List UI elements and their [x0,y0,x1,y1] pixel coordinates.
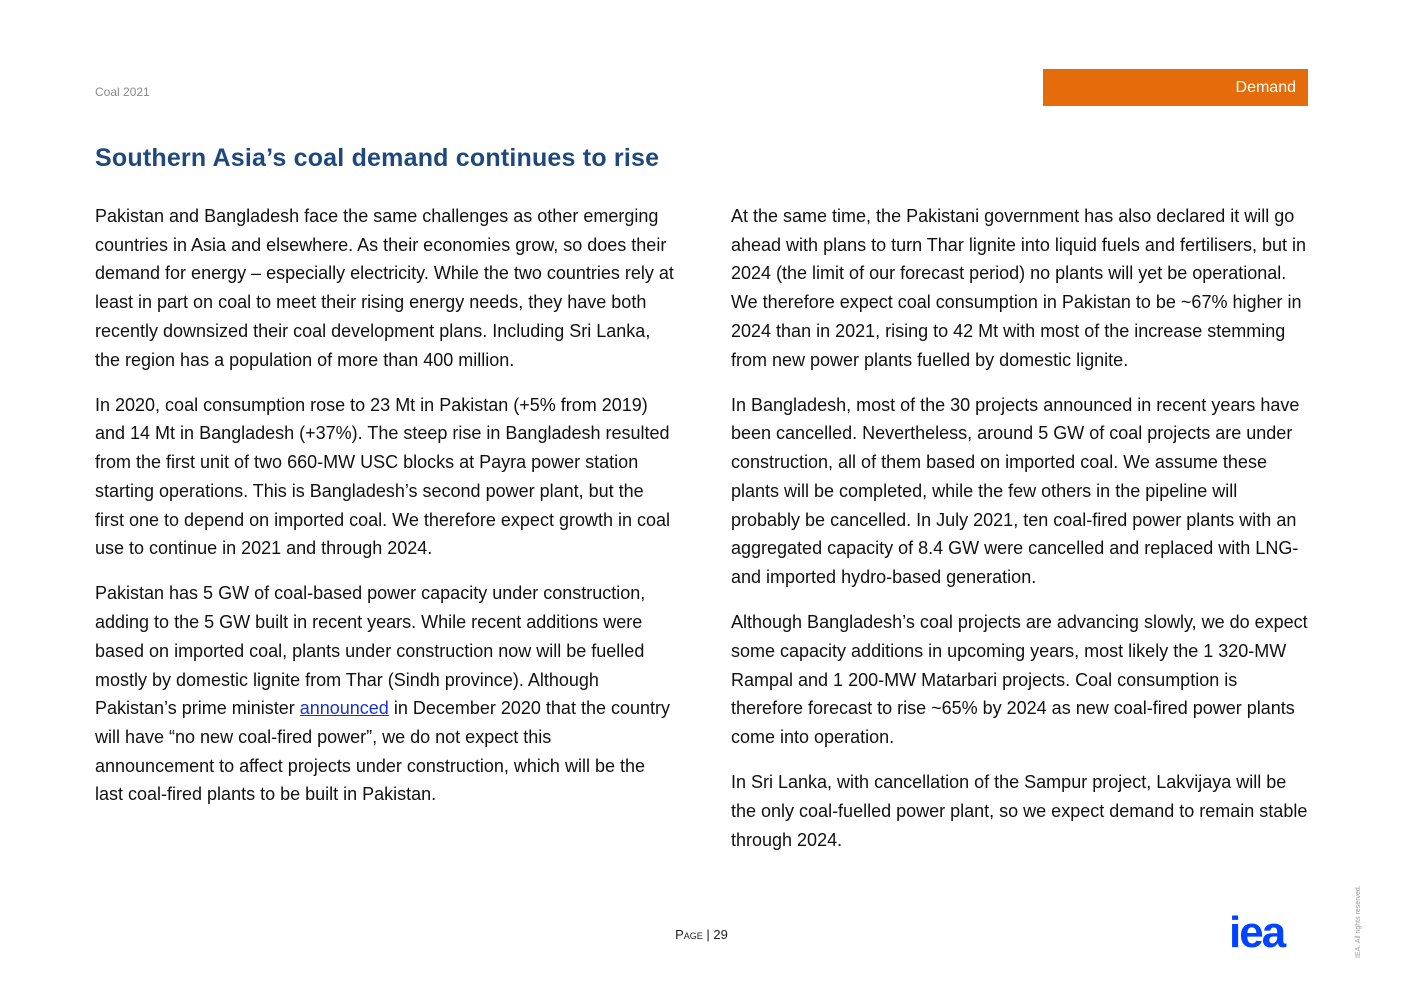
paragraph: In Bangladesh, most of the 30 projects announced in recent years have been cancelled. Nevertheless, around 5 GW of coal projects are under construction, all of them based on imported coal. We assume these plants will be completed, while the few others in the pipeline will probably be cancelled. In July 2021, ten coal-fired power plants with an aggregated capacity of 8.4 GW were cancelled and replaced with LNG- and imported hydro-based generation. [731,394,1300,587]
rights-notice: IEA. All rights reserved. [1355,885,1362,958]
iea-logo-icon [1229,913,1311,955]
report-label: Coal 2021 [95,85,150,99]
paragraph-text: Pakistan has 5 GW of coal-based power capacity under construction, adding to the 5 GW built in recent years. While recent additions were based on imported coal, plants under construction now will be fuelled mostly by domestic lignite from Thar (Sindh province). Although Pakistan’s prime minister [95,583,646,719]
page-number-value: 29 [713,927,728,942]
right-column [731,202,1311,871]
page-number [0,927,1403,942]
paragraph: At the same time, the Pakistani government has also declared it will go ahead with plans to turn Thar lignite into liquid fuels and fertilisers, but in 2024 (the limit of our forecast period) no plants will yet be operational. We therefore expect coal consumption in Pakistan to be ~67% higher in 2024 than in 2021, rising to 42 Mt with most of the increase stemming from new power plants fuelled by domestic lignite. [731,206,1306,370]
paragraph: In Sri Lanka, with cancellation of the Sampur project, Lakvijaya will be the only coal-fuelled power plant, so we expect demand to remain stable through 2024. [731,772,1308,850]
paragraph: In 2020, coal consumption rose to 23 Mt in Pakistan (+5% from 2019) and 14 Mt in Bangladesh (+37%). The steep rise in Bangladesh resulted from the first unit of two 660-MW USC blocks at Payra power station starting operations. This is Bangladesh’s second power plant, but the first one to depend on imported coal. We therefore expect growth in coal use to continue in 2021 and through 2024. [95,394,670,559]
left-column [95,202,675,826]
paragraph: Pakistan and Bangladesh face the same challenges as other emerging countries in Asia and elsewhere. As their economies grow, so does their demand for energy – especially electricity. While the two countries rely at least in part on coal to meet their rising energy needs, they have both recently downsized their coal development plans. Including Sri Lanka, the region has a population of more than 400 million. [95,206,674,370]
paragraph: Although Bangladesh’s coal projects are advancing slowly, we do expect some capacity additions in upcoming years, most likely the 1 320-MW Rampal and 1 200-MW Matarbari projects. Coal consumption is therefore forecast to rise ~65% by 2024 as new coal-fired power plants come into operation. [731,612,1308,747]
page-title: Southern Asia’s coal demand continues to rise [95,144,660,172]
paragraph-text: in December 2020 that the country will have “no new coal-fired power”, we do not expect this announcement to affect projects under construction, which will be the last coal-fired plants to be built in Pakistan. [95,698,670,805]
section-tab-demand: Demand [1043,69,1308,106]
iea-logo-text: iea [1229,913,1285,955]
page-separator: | [702,927,714,942]
page-word: Page [675,927,703,942]
paragraph [95,579,675,809]
announced-link[interactable]: announced [299,698,389,719]
